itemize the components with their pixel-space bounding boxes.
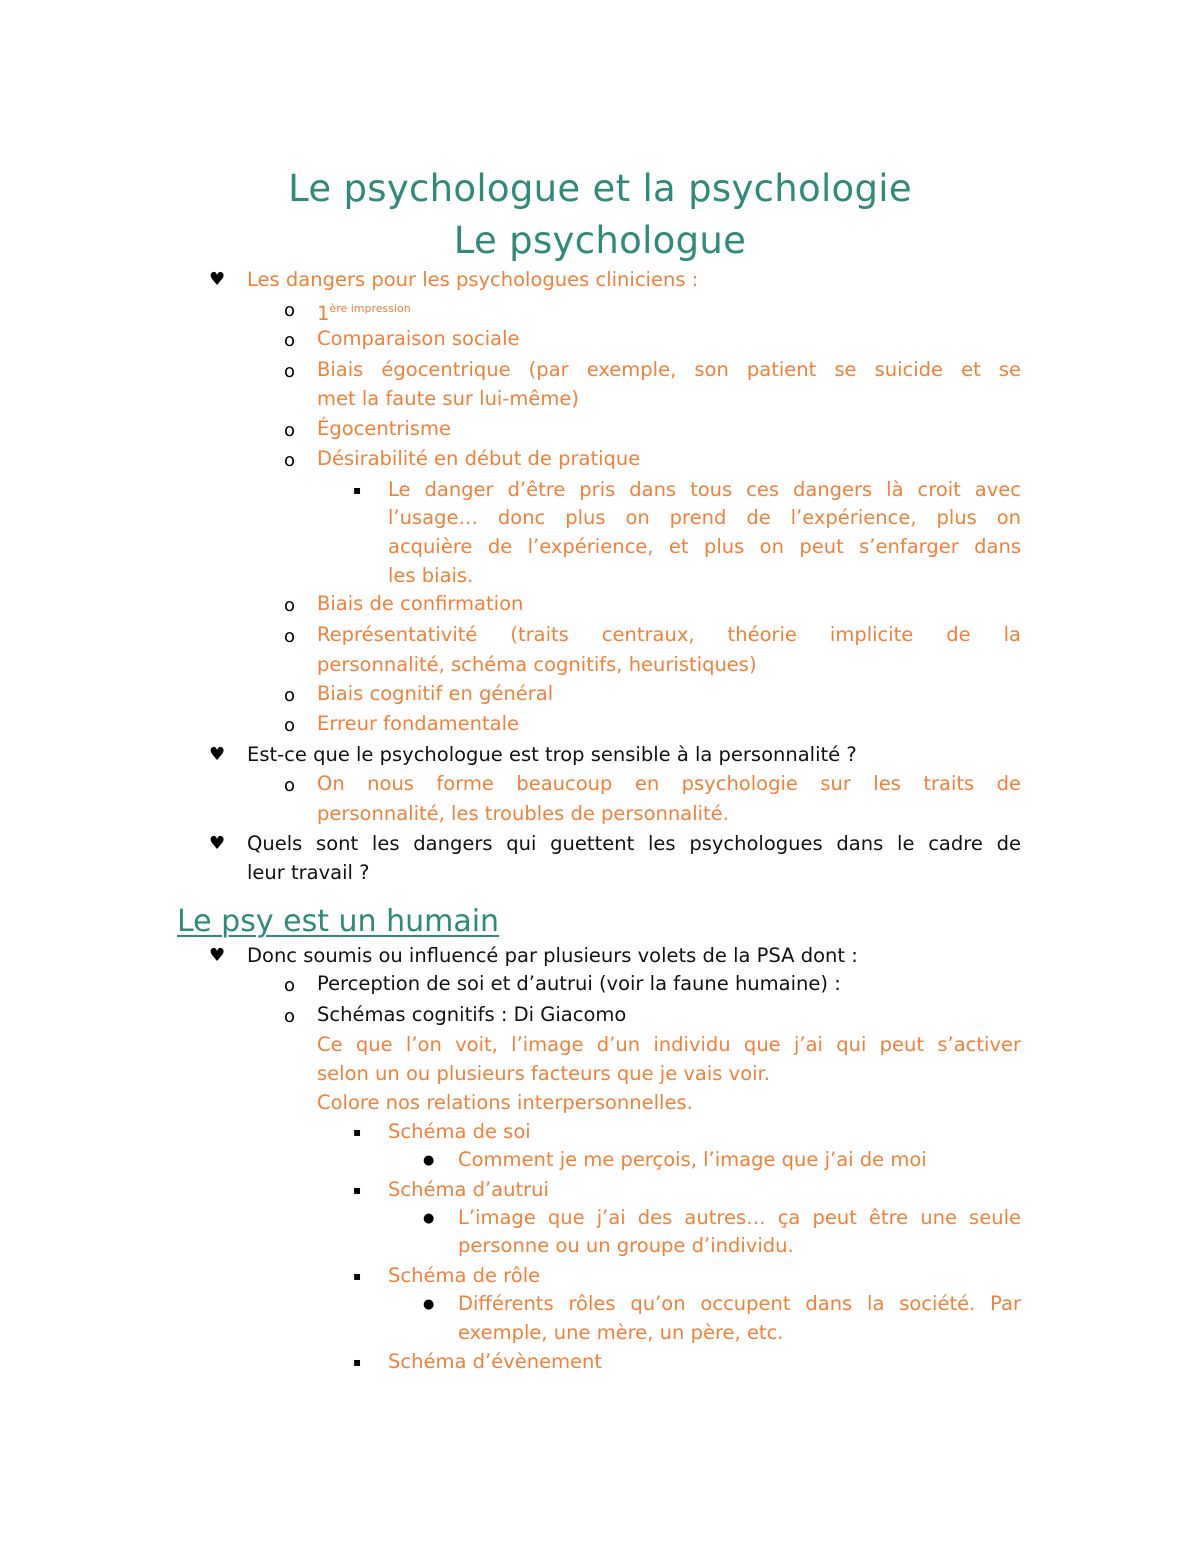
document-title: Le psychologue et la psychologie xyxy=(288,167,912,210)
circle-bullet-icon: o xyxy=(284,330,296,351)
dot-bullet-icon: ● xyxy=(423,1211,435,1226)
list-item: Donc soumis ou influencé par plusieurs volets de la PSA dont : xyxy=(247,944,858,967)
list-item: Biais cognitif en général xyxy=(317,682,554,705)
list-item: Représentativité (traits centraux, théorie implicite de la xyxy=(317,623,1021,646)
list-item: Schéma d’autrui xyxy=(388,1178,549,1201)
heart-bullet-icon: ♥ xyxy=(209,269,226,290)
circle-bullet-icon: o xyxy=(284,975,296,996)
list-item: Erreur fondamentale xyxy=(317,712,519,735)
list-item: Schéma d’évènement xyxy=(388,1350,603,1373)
heart-bullet-icon: ♥ xyxy=(209,945,226,966)
list-item-continuation: personnalité, schéma cognitifs, heuristiques) xyxy=(317,653,757,676)
list-item: Est-ce que le psychologue est trop sensible à la personnalité ? xyxy=(247,743,857,766)
document-subtitle: Le psychologue xyxy=(453,219,747,262)
square-bullet-icon: ▪ xyxy=(353,1125,362,1139)
list-item-continuation: leur travail ? xyxy=(247,861,370,884)
list-item: Comparaison sociale xyxy=(317,327,520,350)
list-item-continuation: Ce que l’on voit, l’image d’un individu que j’ai qui peut s’activer xyxy=(317,1033,1021,1056)
list-item: L’image que j’ai des autres… ça peut être une seule xyxy=(458,1206,1021,1229)
square-bullet-icon: ▪ xyxy=(353,1269,362,1283)
square-bullet-icon: ▪ xyxy=(353,1355,362,1369)
heart-bullet-icon: ♥ xyxy=(209,744,226,765)
list-item-continuation: acquière de l’expérience, et plus on peut s’enfarger dans xyxy=(388,535,1021,558)
circle-bullet-icon: o xyxy=(284,626,296,647)
dot-bullet-icon: ● xyxy=(423,1297,435,1312)
list-item: Schéma de soi xyxy=(388,1120,531,1143)
list-item-continuation: personnalité, les troubles de personnalité. xyxy=(317,802,729,825)
square-bullet-icon: ▪ xyxy=(353,1183,362,1197)
list-item: Biais de confirmation xyxy=(317,592,524,615)
list-item: Biais égocentrique (par exemple, son patient se suicide et se xyxy=(317,358,1021,381)
list-item: Le danger d’être pris dans tous ces dangers là croit avec xyxy=(388,478,1021,501)
list-item-continuation: met la faute sur lui-même) xyxy=(317,387,579,410)
list-item: Schéma de rôle xyxy=(388,1264,541,1287)
circle-bullet-icon: o xyxy=(284,685,296,706)
list-item: Les dangers pour les psychologues cliniciens : xyxy=(247,268,699,291)
list-item-continuation: selon un ou plusieurs facteurs que je vais voir. xyxy=(317,1062,770,1085)
list-item: On nous forme beaucoup en psychologie sur les traits de xyxy=(317,772,1021,795)
list-item: $1^{ère impression}$ xyxy=(317,302,411,325)
list-item: Perception de soi et d’autrui (voir la faune humaine) : xyxy=(317,972,841,995)
list-item: Quels sont les dangers qui guettent les psychologues dans le cadre de xyxy=(247,832,1021,855)
list-item-continuation: Colore nos relations interpersonnelles. xyxy=(317,1091,693,1114)
list-item: Comment je me perçois, l’image que j’ai de moi xyxy=(458,1148,927,1171)
heart-bullet-icon: ♥ xyxy=(209,833,226,854)
circle-bullet-icon: o xyxy=(284,775,296,796)
list-item: Désirabilité en début de pratique xyxy=(317,447,641,470)
circle-bullet-icon: o xyxy=(284,300,296,321)
circle-bullet-icon: o xyxy=(284,1006,296,1027)
list-item: Différents rôles qu’on occupent dans la société. Par xyxy=(458,1292,1021,1315)
list-item-continuation: l’usage… donc plus on prend de l’expérience, plus on xyxy=(388,506,1021,529)
square-bullet-icon: ▪ xyxy=(353,483,362,497)
dot-bullet-icon: ● xyxy=(423,1153,435,1168)
circle-bullet-icon: o xyxy=(284,715,296,736)
list-item: Égocentrisme xyxy=(317,417,451,440)
list-item: Schémas cognitifs : Di Giacomo xyxy=(317,1003,627,1026)
section-heading: Le psy est un humain xyxy=(177,904,500,939)
circle-bullet-icon: o xyxy=(284,361,296,382)
circle-bullet-icon: o xyxy=(284,450,296,471)
circle-bullet-icon: o xyxy=(284,420,296,441)
list-item-continuation: les biais. xyxy=(388,564,474,587)
list-item-continuation: exemple, une mère, un père, etc. xyxy=(458,1321,784,1344)
list-item-continuation: personne ou un groupe d’individu. xyxy=(458,1234,794,1257)
circle-bullet-icon: o xyxy=(284,595,296,616)
